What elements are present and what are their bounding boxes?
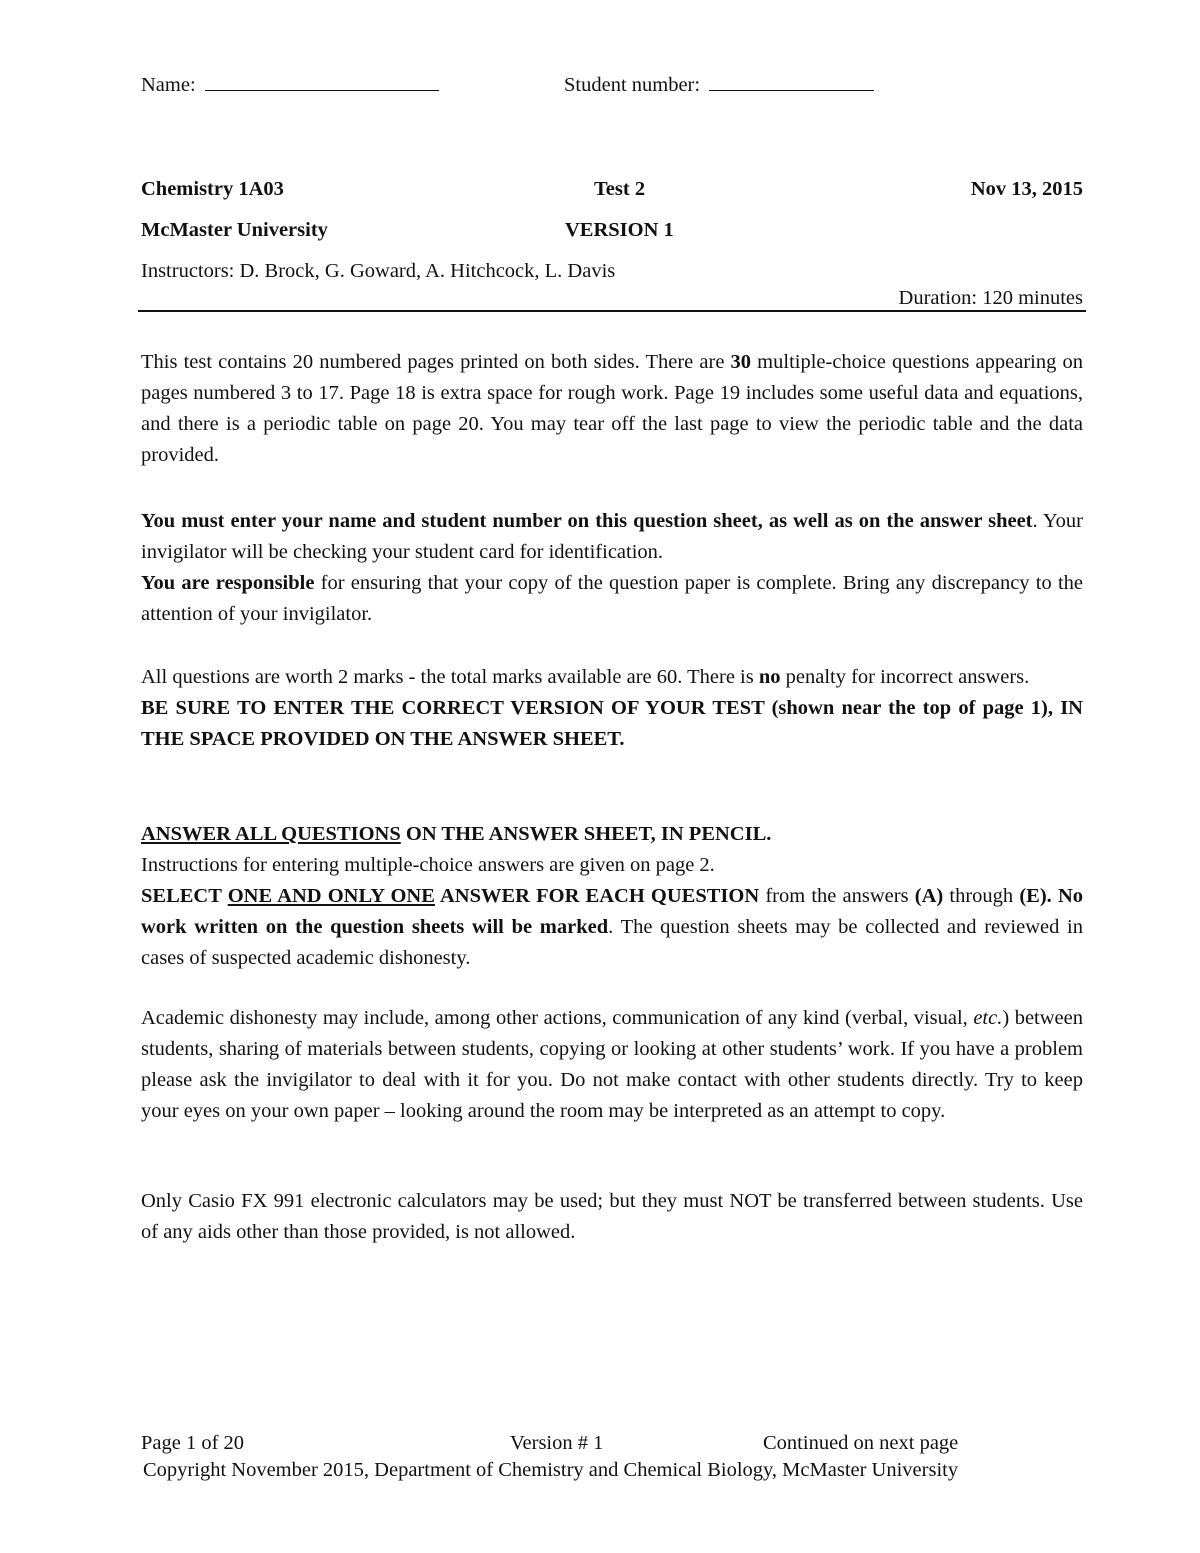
from-answers: from the answers [759, 885, 915, 907]
instructors-line: Instructors: D. Brock, G. Goward, A. Hitchcock, L. Davis [141, 260, 616, 282]
version-label: VERSION 1 [565, 219, 674, 241]
course-title: Chemistry 1A03 [141, 178, 284, 200]
intro-paragraph [141, 347, 1083, 471]
through-text: through [943, 885, 1020, 907]
student-number-label: Student number: [564, 74, 701, 96]
answer-instructions [141, 819, 1083, 974]
duration-line: Duration: 120 minutes [898, 287, 1083, 309]
select-text: SELECT [141, 885, 228, 907]
no-work-marked: (E). No work written on the question sheets will be marked [141, 885, 1084, 938]
etc-italic: etc. [973, 1007, 1003, 1029]
student-number-row [564, 70, 874, 101]
answer-for-each: ANSWER FOR EACH QUESTION [434, 885, 760, 907]
marks-paragraph [141, 662, 1083, 755]
calculator-paragraph: Only Casio FX 991 electronic calculators may be used; but they must NOT be transferred between students. Use of any aids other than those provided, is not allowed. [141, 1190, 1083, 1243]
question-count: 30 [730, 351, 752, 373]
test-date: Nov 13, 2015 [970, 178, 1083, 200]
identification-rest: . Your invigilator will be checking your student card for identification. [141, 510, 1083, 563]
identification-bold: You must enter your name and student number on this question sheet, as well as on the answer sheet [141, 510, 1033, 532]
one-and-only-one: ONE AND ONLY ONE [227, 885, 435, 907]
marks-text-1: All questions are worth 2 marks - the total marks available are 60. There is [141, 666, 759, 688]
responsibility-rest: for ensuring that your copy of the question paper is complete. Bring any discrepancy to the attention of your invigilator. [141, 572, 1083, 625]
choice-a: (A) [914, 885, 944, 907]
name-field-row [141, 70, 439, 101]
footer-version: Version # 1 [510, 1432, 604, 1454]
test-title: Test 2 [594, 178, 646, 200]
identification-paragraph [141, 506, 1083, 630]
header-divider [138, 310, 1086, 312]
no-penalty-word: no [758, 666, 781, 688]
footer-copyright: Copyright November 2015, Department of Chemistry and Chemical Biology, McMaster University [143, 1459, 959, 1481]
name-blank-line[interactable] [205, 70, 439, 91]
entry-instructions: Instructions for entering multiple-choice answers are given on page 2. [141, 854, 715, 876]
name-label: Name: [141, 74, 196, 96]
answer-all-questions: ANSWER ALL QUESTIONS [141, 823, 401, 845]
dishonesty-text-2: ) between students, sharing of materials between students, copying or looking at other students’ work. If you have a problem please ask the invigilator to deal with it for you. Do not make contact with other students directly. Try to keep your eyes on your own paper – looking around the room may be interpreted as an attempt to copy. [141, 1007, 1084, 1122]
dishonesty-text-1: Academic dishonesty may include, among other actions, communication of any kind (verbal, visual, [141, 1007, 974, 1029]
answer-sheet-pencil: ON THE ANSWER SHEET, IN PENCIL. [400, 823, 772, 845]
student-number-blank-line[interactable] [709, 70, 874, 91]
collection-note: . The question sheets may be collected and reviewed in cases of suspected academic dishonesty. [141, 916, 1083, 969]
intro-text-1: This test contains 20 numbered pages printed on both sides. There are [141, 351, 731, 373]
version-warning: BE SURE TO ENTER THE CORRECT VERSION OF YOUR TEST (shown near the top of page 1), IN THE SPACE PROVIDED ON THE ANSWER SHEET. [141, 697, 1083, 750]
marks-text-2: penalty for incorrect answers. [780, 666, 1030, 688]
intro-text-2: multiple-choice questions appearing on pages numbered 3 to 17. Page 18 is extra space for rough work. Page 19 includes some useful data and equations, and there is a periodic table on page 20. You may tear off the last page to view the periodic table and the data provided. [141, 351, 1083, 466]
responsibility-bold: You are responsible [141, 572, 315, 594]
footer-page-number: Page 1 of 20 [141, 1432, 245, 1454]
university-name: McMaster University [141, 219, 328, 241]
dishonesty-paragraph [141, 1003, 1083, 1127]
footer-continued: Continued on next page [763, 1432, 959, 1454]
